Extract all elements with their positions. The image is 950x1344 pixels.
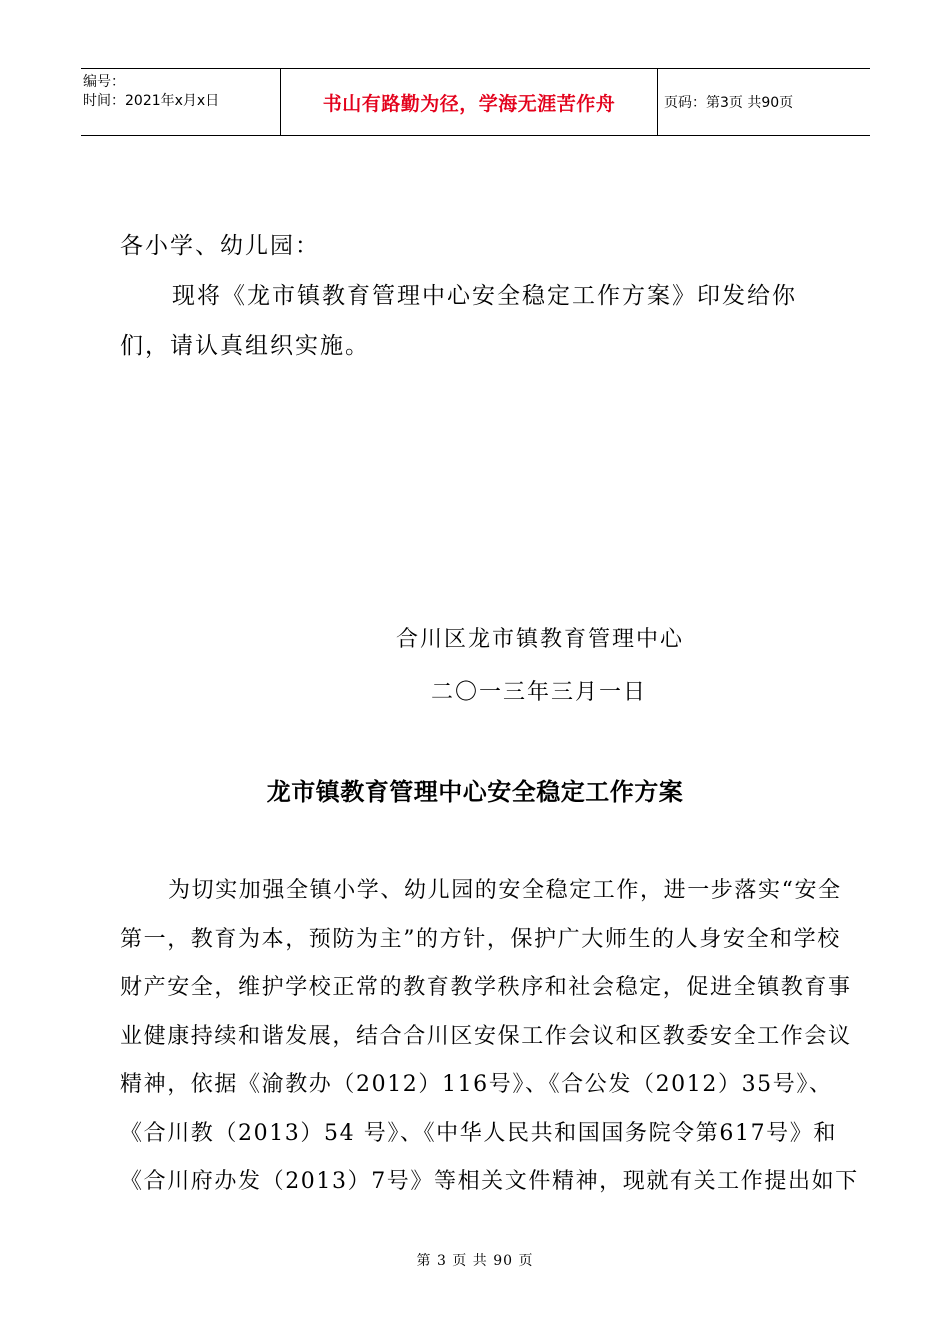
paragraph-line: 第一，教育为本，预防为主”的方针，保护广大师生的人身安全和学校 (120, 926, 841, 952)
document-paragraph (120, 867, 859, 1207)
document-title: 龙市镇教育管理中心安全稳定工作方案 (266, 777, 684, 806)
paragraph-line: 《合川教（2013）54 号》、《中华人民共和国国务院令第617号》和 (120, 1120, 837, 1146)
header-motto: 书山有路勤为径，学海无涯苦作舟 (322, 92, 616, 115)
signature-issuer: 合川区龙市镇教育管理中心 (396, 627, 685, 652)
header-page-cell (658, 69, 870, 135)
notice-body-line-1: 现将《龙市镇教育管理中心安全稳定工作方案》印发给你 (172, 283, 797, 309)
header-motto-cell (281, 69, 658, 135)
notice-body-line-2: 们，请认真组织实施。 (120, 333, 370, 359)
page-header (81, 68, 870, 136)
paragraph-line: 为切实加强全镇小学、幼儿园的安全稳定工作，进一步落实“安全 (168, 878, 842, 903)
paragraph-line: 财产安全，维护学校正常的教育教学秩序和社会稳定，促进全镇教育事 (120, 975, 852, 1000)
document-number-label: 编号： (83, 74, 125, 90)
header-page-code: 页码：第3页 共90页 (664, 95, 794, 111)
paragraph-line: 业健康持续和谐发展，结合合川区安保工作会议和区教委安全工作会议 (120, 1023, 852, 1049)
page-footer: 第 3 页 共 90 页 (416, 1253, 534, 1269)
signature-date: 二〇一三年三月一日 (431, 680, 648, 705)
notice-salutation: 各小学、幼儿园： (120, 233, 320, 259)
header-meta-cell (81, 69, 281, 135)
document-time-label: 时间：2021年x月x日 (83, 93, 220, 109)
paragraph-line: 《合川府办发（2013）7号》等相关文件精神，现就有关工作提出如下 (120, 1169, 859, 1194)
paragraph-line: 精神，依据《渝教办（2012）116号》、《合公发（2012）35号》、 (120, 1072, 833, 1097)
